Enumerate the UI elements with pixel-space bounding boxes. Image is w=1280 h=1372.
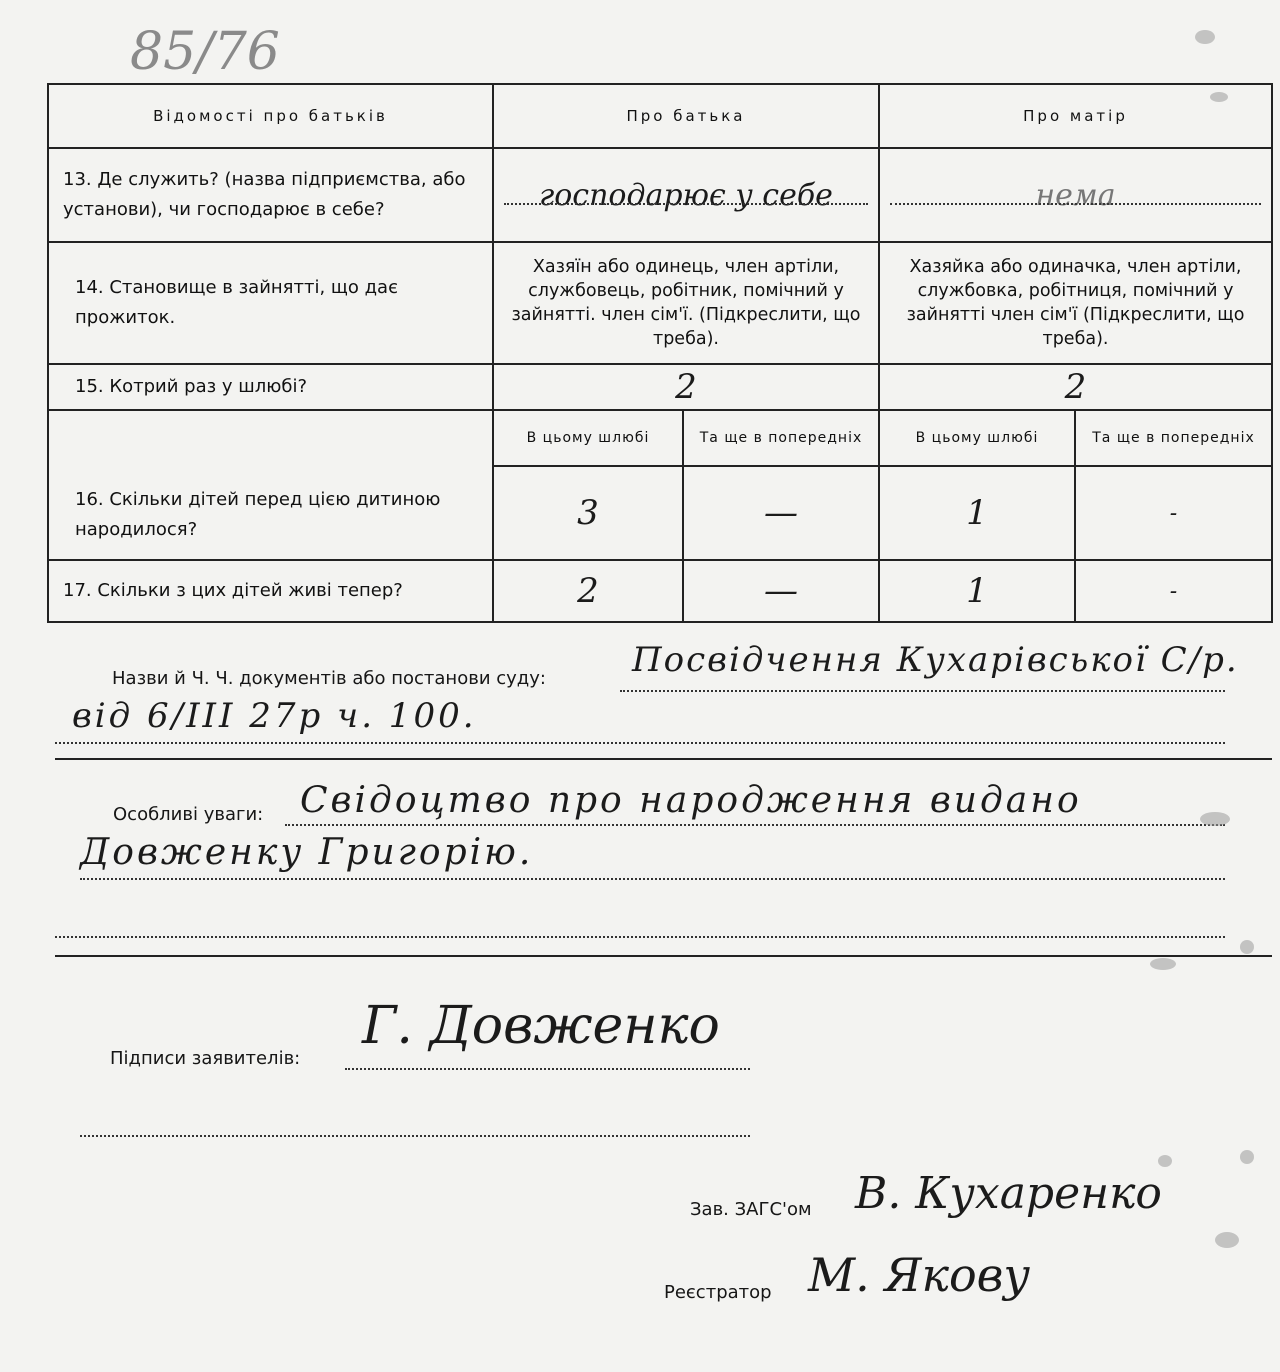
options-father-14: Хазяїн або одинець, член артіли, службовець, робітник, помічний у зайнятті. член сім'ї. (Підкреслити, що треба). [493,242,879,364]
handwritten-answer: нема [1035,177,1116,213]
options-mother-14: Хазяйка або одиначка, член артіли, службовка, робітниця, помічний у зайнятті член сім'ї (Підкреслити, що треба). [879,242,1272,364]
remarks-label: Особливі уваги: [113,804,264,825]
paper-stain [1158,1155,1172,1167]
documents-label: Назви й Ч. Ч. документів або постанови суду: [112,668,546,689]
question-16: 16. Скільки дітей перед цією дитиною народилося? [48,410,493,560]
subheader-mother-prev: Та ще в попередніх [1075,410,1272,466]
paper-stain [1240,940,1254,954]
paper-stain [1150,958,1176,970]
children-subheader-row [48,410,1272,466]
header-info: Відомості про батьків [48,84,493,148]
answer-father-13 [493,148,879,242]
table-row [48,364,1272,410]
header-mother: Про матір [879,84,1272,148]
applicant-signature: Г. Довженко [362,996,720,1056]
answer-mother-15: 2 [879,364,1272,410]
question-14: 14. Становище в зайнятті, що дає прожиток. [48,242,493,364]
dotted-line [890,203,1261,205]
archive-mark: 85/76 [130,22,280,82]
dotted-line [345,1068,750,1070]
registrar-label: Реєстратор [664,1282,772,1303]
table-row [48,148,1272,242]
subheader-father-this: В цьому шлюбі [493,410,683,466]
answer-father-this-16: 3 [493,466,683,560]
table-row [48,242,1272,364]
answer-father-15: 2 [493,364,879,410]
answer-mother-prev-17: - [1075,560,1272,622]
answer-father-prev-16: — [683,466,879,560]
documents-handwritten-line1: Посвідчення Кухарівської С/р. [632,640,1239,680]
remarks-handwritten-line1: Свідоцтво про народження видано [300,780,1082,821]
handwritten-answer: господарює у себе [539,177,833,213]
paper-stain [1210,92,1228,102]
section-divider [55,758,1272,760]
registrar-signature: М. Якову [808,1248,1031,1302]
dotted-line [55,742,1225,744]
answer-father-this-17: 2 [493,560,683,622]
answer-mother-prev-16: - [1075,466,1272,560]
head-label: Зав. ЗАГС'ом [690,1199,812,1220]
subheader-father-prev: Та ще в попередніх [683,410,879,466]
parents-info-table [47,83,1273,623]
table-row [48,560,1272,622]
answer-mother-13 [879,148,1272,242]
answer-mother-this-16: 1 [879,466,1075,560]
answer-mother-this-17: 1 [879,560,1075,622]
question-17: 17. Скільки з цих дітей живі тепер? [48,560,493,622]
paper-stain [1240,1150,1254,1164]
section-divider [55,955,1272,957]
table-header-row [48,84,1272,148]
paper-stain [1200,812,1230,826]
dotted-line [55,936,1225,938]
dotted-line [504,203,868,205]
dotted-line [80,1135,750,1137]
head-signature: В. Кухаренко [855,1168,1162,1219]
paper-stain [1195,30,1215,44]
documents-handwritten-line2: від 6/III 27р ч. 100. [72,696,477,736]
dotted-line [620,690,1225,692]
dotted-line [80,878,1225,880]
remarks-handwritten-line2: Довженку Григорію. [80,832,534,873]
applicants-label: Підписи заявителів: [110,1048,301,1069]
subheader-mother-this: В цьому шлюбі [879,410,1075,466]
question-13: 13. Де служить? (назва підприємства, або установи), чи господарює в себе? [48,148,493,242]
question-15: 15. Котрий раз у шлюбі? [48,364,493,410]
answer-father-prev-17: — [683,560,879,622]
dotted-line [285,824,1225,826]
paper-stain [1215,1232,1239,1248]
header-father: Про батька [493,84,879,148]
